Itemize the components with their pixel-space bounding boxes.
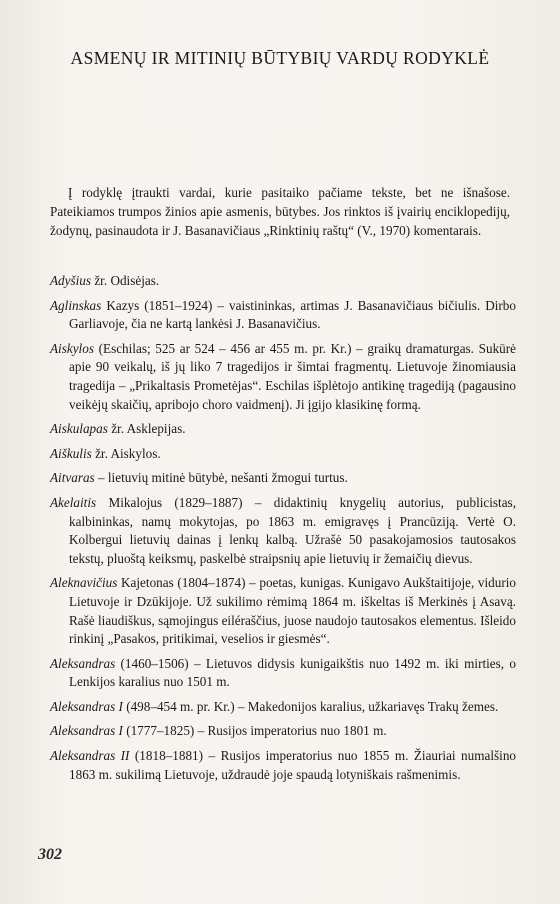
intro-paragraph: Į rodyklę įtraukti vardai, kurie pasitaiko pačiame tekste, bet ne išnašose. Pateikiamos trumpos žinios apie asmenis, būtybes. Jos rinktos iš įvairių enciklopedijų, žodynų, pasinaudota ir J. Basanavičiaus „Rinktinių raštų“ (V., 1970) komentarais. (50, 185, 510, 238)
entry-name: Aiškulis (50, 445, 92, 461)
entry-text: (Eschilas; 525 ar 524 – 456 ar 455 m. pr. Kr.) – graikų dramaturgas. Sukūrė apie 90 veikalų, iš jų liko 7 tragedijos ir šimtai fragmentų. Lietuvoje žinomiausia tragedija – „Prikaltasis Prometėjas“. Eschilas išplėtojo antikinę tragediją (pagausino veikėjų skaičių, apribojo choro vaidmenį). Ji įgijo klasikinę formą. (69, 340, 516, 412)
entry-name: Akelaitis (50, 494, 97, 510)
entry-name: Aleknavičius (50, 575, 118, 591)
index-entry (50, 272, 516, 291)
index-entry (50, 574, 516, 648)
index-entry (50, 747, 516, 784)
entry-text: (1818–1881) – Rusijos imperatorius nuo 1855 m. Žiauriai numalšino 1863 m. sukilimą Lietuvoje, uždraudė joje spaudą lotyniškais rašmenimis. (69, 748, 517, 782)
index-entries (50, 272, 516, 790)
entry-text: Kajetonas (1804–1874) – poetas, kunigas. Kunigavo Aukštaitijoje, vidurio Lietuvoje ir Dzūkijoje. Už sukilimo rėmimą 1864 m. iškeltas iš Merkinės į Asavą. Rašė liaudiškus, sąmojingus eiléraščius, juose naudojo tautosakos elementus. Išleido rinkinį „Pasakos, pritikimai, veselios ir giesmės“. (69, 575, 516, 647)
index-entry (50, 469, 516, 488)
entry-name: Aleksandras II (50, 748, 130, 764)
entry-name: Aiskylos (50, 340, 94, 356)
entry-text: Kazys (1851–1924) – vaistininkas, artimas J. Basanavičiaus bičiulis. Dirbo Garliavoje, čia ne kartą lankėsi J. Basanavičius. (69, 297, 516, 332)
index-entry (50, 494, 516, 568)
index-entry (50, 698, 516, 717)
index-entry (50, 340, 516, 414)
index-entry (50, 445, 516, 464)
entry-text: žr. Asklepijas. (107, 421, 186, 437)
entry-name: Aglinskas (50, 297, 102, 313)
entry-text: (1460–1506) – Lietuvos didysis kunigaikštis nuo 1492 m. iki mirties, o Lenkijos karalius nuo 1501 m. (69, 655, 516, 690)
index-entry (50, 420, 516, 439)
index-entry (50, 297, 516, 334)
index-entry (50, 722, 516, 741)
entry-text: (498–454 m. pr. Kr.) – Makedonijos karalius, užkariavęs Trakų žemes. (122, 698, 499, 714)
entry-text: Mikalojus (1829–1887) – didaktinių knygelių autorius, publicistas, kalbininkas, namų mokytojas, po 1863 m. emigravęs į Prancūziją. Vertė O. Kolbergui lietuvių dainas į lenkų kalbą. Užrašė 50 pasakojamosios tautosakos tekstų, pluoštą keiksmų, paskelbė straipsnių apie lietuvių ir žemaičių dievus. (69, 494, 516, 566)
entry-text: žr. Aiskylos. (91, 445, 161, 461)
entry-text: (1777–1825) – Rusijos imperatorius nuo 1801 m. (122, 723, 387, 739)
entry-name: Aleksandras I (50, 698, 123, 714)
entry-name: Aleksandras (50, 655, 116, 671)
entry-text: – lietuvių mitinė būtybė, nešanti žmogui turtus. (94, 470, 348, 486)
index-entry (50, 655, 516, 692)
entry-text: žr. Odisėjas. (91, 273, 160, 288)
entry-name: Aiskulapas (50, 421, 108, 437)
entry-name: Aitvaras (50, 470, 95, 486)
page-title: ASMENŲ IR MITINIŲ BŪTYBIŲ VARDŲ RODYKLĖ (70, 48, 490, 68)
page-number: 302 (38, 846, 62, 863)
entry-name: Aleksandras I (50, 723, 123, 739)
entry-name: Adyšius (50, 273, 92, 288)
